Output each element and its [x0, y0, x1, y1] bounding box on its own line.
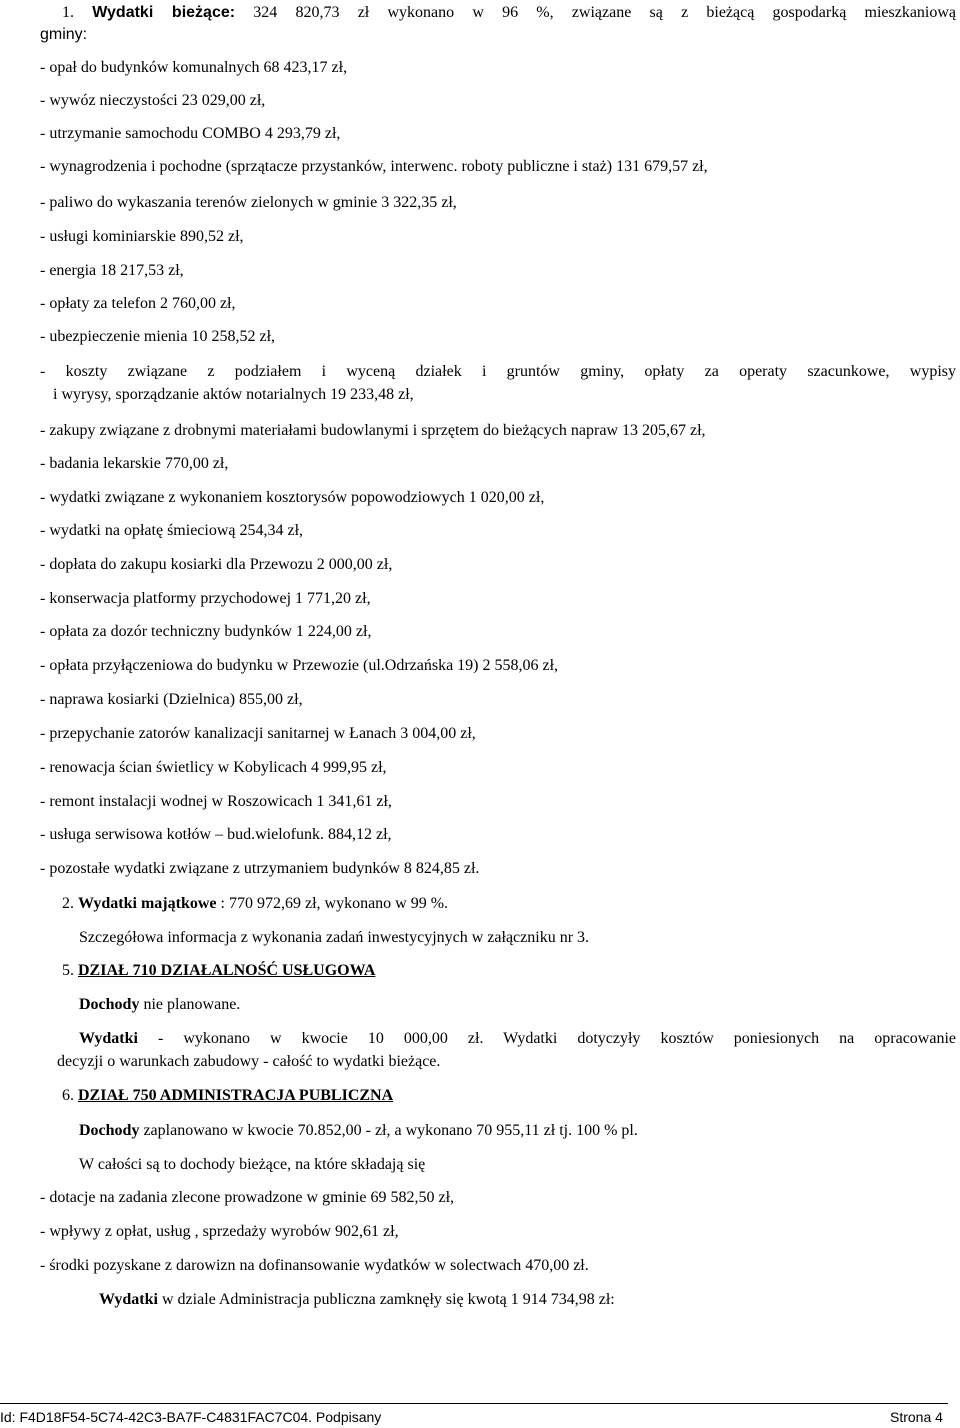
list-item: - remont instalacji wodnej w Roszowicach 1 341,61 zł,	[40, 793, 392, 810]
footer-page-number: Strona 4	[890, 1409, 943, 1425]
section-6-dochody	[79, 1121, 638, 1140]
list-item: - ubezpieczenie mienia 10 258,52 zł,	[40, 328, 276, 345]
list-item: - usługa serwisowa kotłów – bud.wielofunk. 884,12 zł,	[40, 826, 392, 843]
wydatki-text: w dziale Administracja publiczna zamknęły się kwotą 1 914 734,98 zł:	[161, 1291, 615, 1308]
footer-document-id: Id: F4D18F54-5C74-42C3-BA7F-C4831FAC7C04. Podpisany	[0, 1409, 382, 1425]
section-5-heading	[62, 961, 375, 980]
list-item: - wydatki na opłatę śmieciową 254,34 zł,	[40, 522, 304, 539]
section-label: Wydatki bieżące:	[92, 4, 236, 21]
list-item: - dotacje na zadania zlecone prowadzone w gminie 69 582,50 zł,	[40, 1189, 455, 1206]
list-item: - badania lekarskie 770,00 zł,	[40, 455, 229, 472]
section-2-detail: Szczegółowa informacja z wykonania zadań inwestycyjnych w załączniku nr 3.	[79, 929, 590, 946]
list-item: - wynagrodzenia i pochodne (sprzątacze przystanków, interwenc. roboty publiczne i staż) 131 679,57 zł,	[40, 158, 708, 175]
list-item: - renowacja ścian świetlicy w Kobylicach 4 999,95 zł,	[40, 759, 387, 776]
list-item: - pozostałe wydatki związane z utrzymaniem budynków 8 824,85 zł.	[40, 860, 480, 877]
list-item: - opłata za dozór techniczny budynków 1 224,00 zł,	[40, 623, 372, 640]
section-1-heading	[62, 3, 956, 22]
list-item: - zakupy związane z drobnymi materiałami budowlanymi i sprzętem do bieżących napraw 13 205,67 zł,	[40, 422, 706, 439]
section-2-heading	[62, 894, 448, 913]
list-item-koszty-line1: - koszty związane z podziałem i wyceną działek i gruntów gminy, opłaty za operaty szacunkowe, wypisy	[40, 363, 956, 380]
section-value: : 770 972,69 zł, wykonano w 99 %.	[220, 895, 449, 912]
section-intro: 324 820,73 zł wykonano w 96 %, związane są z bieżącą gospodarką mieszkaniową	[253, 4, 957, 21]
wydatki-label: Wydatki	[79, 1030, 138, 1047]
list-item-koszty-line2: i wyrysy, sporządzanie aktów notarialnych 19 233,48 zł,	[53, 386, 414, 403]
section-number: 1.	[62, 4, 74, 21]
list-item: - wywóz nieczystości 23 029,00 zł,	[40, 92, 266, 109]
list-item: - opłaty za telefon 2 760,00 zł,	[40, 295, 236, 312]
section-5-wydatki	[79, 1029, 956, 1048]
section-1-intro-cont: gminy:	[40, 26, 88, 43]
dochody-text: nie planowane.	[143, 996, 241, 1013]
section-6-heading	[62, 1086, 393, 1105]
list-item: - środki pozyskane z darowizn na dofinansowanie wydatków w solectwach 470,00 zł.	[40, 1257, 589, 1274]
footer-divider	[0, 1403, 948, 1404]
section-5-dochody	[79, 995, 240, 1014]
section-number: 2.	[62, 895, 74, 912]
dochody-label: Dochody	[79, 996, 140, 1013]
list-item: - wydatki związane z wykonaniem kosztorysów popowodziowych 1 020,00 zł,	[40, 489, 545, 506]
list-item: - usługi kominiarskie 890,52 zł,	[40, 228, 244, 245]
list-item: - utrzymanie samochodu COMBO 4 293,79 zł,	[40, 125, 341, 142]
list-item: - paliwo do wykaszania terenów zielonych w gminie 3 322,35 zł,	[40, 194, 457, 211]
section-6-wydatki	[99, 1290, 615, 1309]
list-item: - opłata przyłączeniowa do budynku w Przewozie (ul.Odrzańska 19) 2 558,06 zł,	[40, 657, 559, 674]
section-5-wydatki-cont: decyzji o warunkach zabudowy - całość to wydatki bieżące.	[57, 1053, 441, 1070]
section-6-summary: W całości są to dochody bieżące, na które składają się	[79, 1156, 426, 1173]
wydatki-text: - wykonano w kwocie 10 000,00 zł. Wydatki dotyczyły kosztów poniesionych na opracowanie	[158, 1030, 957, 1047]
list-item: - opał do budynków komunalnych 68 423,17 zł,	[40, 59, 348, 76]
section-number: 5.	[62, 962, 74, 979]
section-title: DZIAŁ 710 DZIAŁALNOŚĆ USŁUGOWA	[78, 962, 376, 979]
section-title: DZIAŁ 750 ADMINISTRACJA PUBLICZNA	[78, 1087, 394, 1104]
list-item: - wpływy z opłat, usług , sprzedaży wyrobów 902,61 zł,	[40, 1223, 399, 1240]
list-item: - przepychanie zatorów kanalizacji sanitarnej w Łanach 3 004,00 zł,	[40, 725, 476, 742]
wydatki-label: Wydatki	[99, 1291, 158, 1308]
list-item: - konserwacja platformy przychodowej 1 771,20 zł,	[40, 590, 371, 607]
section-number: 6.	[62, 1087, 74, 1104]
list-item: - energia 18 217,53 zł,	[40, 262, 184, 279]
dochody-text: zaplanowano w kwocie 70.852,00 - zł, a wykonano 70 955,11 zł tj. 100 % pl.	[143, 1122, 638, 1139]
section-label: Wydatki majątkowe	[78, 895, 217, 912]
dochody-label: Dochody	[79, 1122, 140, 1139]
list-item: - naprawa kosiarki (Dzielnica) 855,00 zł,	[40, 691, 303, 708]
list-item: - dopłata do zakupu kosiarki dla Przewozu 2 000,00 zł,	[40, 556, 393, 573]
